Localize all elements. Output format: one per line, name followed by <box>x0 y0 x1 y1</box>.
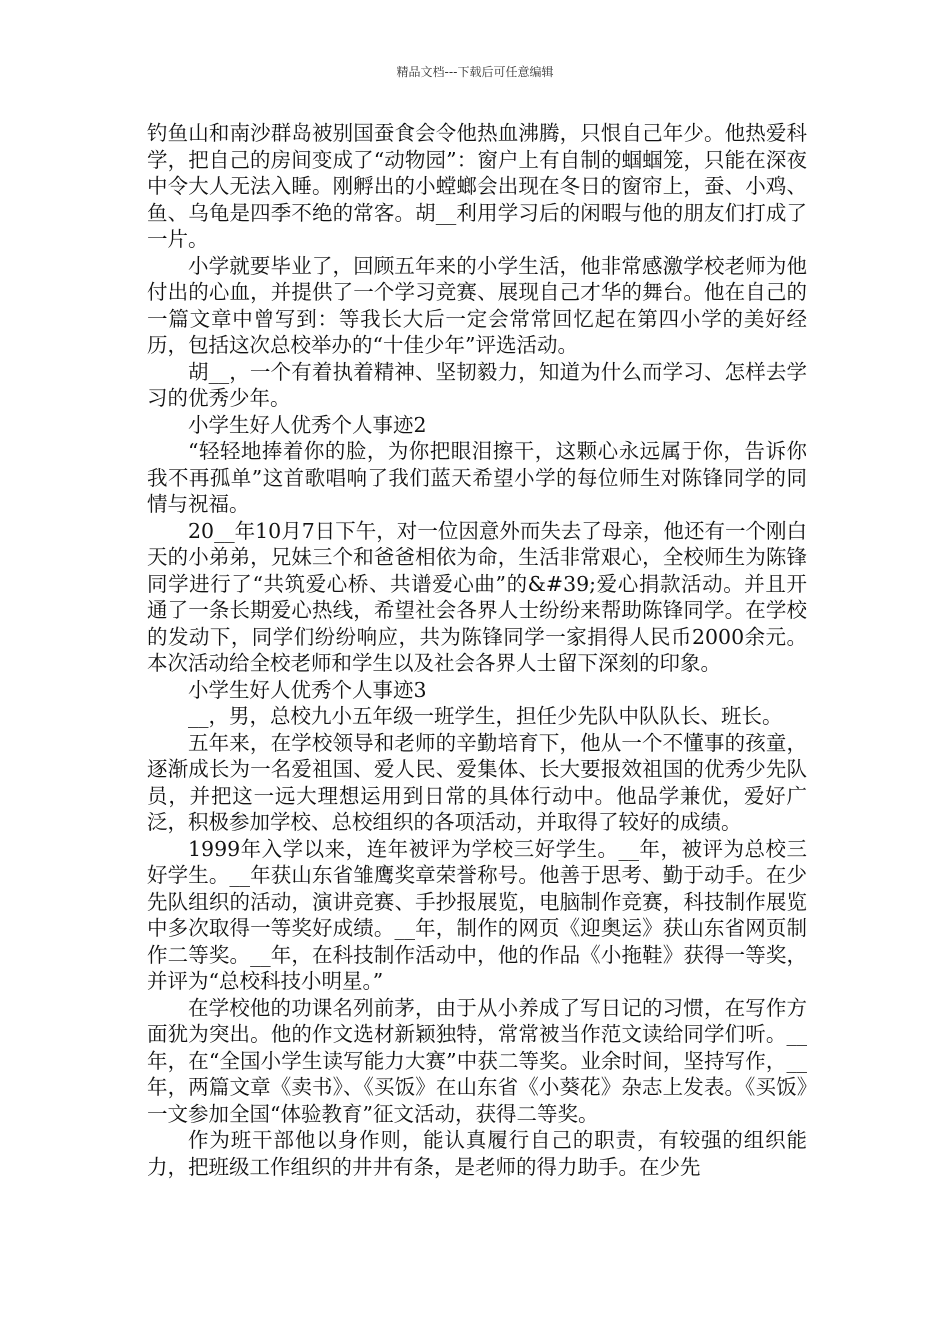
paragraph-1: 钓鱼山和南沙群岛被别国蚕食会令他热血沸腾，只恨自己年少。他热爱科学，把自己的房间变成了“动物园”：窗户上有自制的蝈蝈笼，只能在深夜中令大人无法入睡。刚孵出的小螳螂会出现在冬日的窗帘上，蚕、小鸡、鱼、乌龟是四季不绝的常客。胡__利用学习后的闲暇与他的朋友们打成了一片。 <box>147 121 807 251</box>
page-header: 精品文档---下载后可任意编辑 <box>396 65 554 79</box>
paragraph-6: __，男，总校九小五年级一班学生，担任少先队中队队长、班长。 <box>188 704 783 728</box>
paragraph-7: 五年来，在学校领导和老师的辛勤培育下，他从一个不懂事的孩童，逐渐成长为一名爱祖国、爱人民、爱集体、长大要报效祖国的优秀少先队员，并把这一远大理想运用到日常的具体行动中。他品学兼优，爱好广泛，积极参加学校、总校组织的各项活动，并取得了较好的成绩。 <box>147 730 807 834</box>
paragraph-8: 1999年入学以来，连年被评为学校三好学生。__年，被评为总校三好学生。__年获山东省雏鹰奖章荣誉称号。他善于思考、勤于动手。在少先队组织的活动，演讲竞赛、手抄报展览，电脑制作竞赛，科技制作展览中多次取得一等奖好成绩。__年，制作的网页《迎奥运》获山东省网页制作二等奖。__年，在科技制作活动中，他的作品《小拖鞋》获得一等奖，并评为“总校科技小明星。” <box>147 836 807 993</box>
paragraph-5: 20__年10月7日下午，对一位因意外而失去了母亲，他还有一个刚白天的小弟弟，兄妹三个和爸爸相依为命，生活非常艰心，全校师生为陈锋同学进行了“共筑爱心桥、共谱爱心曲”的&#39;爱心捐款活动。并且开通了一条长期爱心热线，希望社会各界人士纷纷来帮助陈锋同学。在学校的发动下，同学们纷纷响应，共为陈锋同学一家捐得人民币2000余元。本次活动给全校老师和学生以及社会各界人士留下深刻的印象。 <box>147 518 807 675</box>
paragraph-2: 小学就要毕业了，回顾五年来的小学生活，他非常感激学校老师为他付出的心血，并提供了一个学习竞赛、展现自己才华的舞台。他在自己的一篇文章中曾写到：等我长大后一定会常常回忆起在第四小学的美好经历，包括这次总校举办的“十佳少年”评选活动。 <box>147 253 807 357</box>
paragraph-9: 在学校他的功课名列前茅，由于从小养成了写日记的习惯，在写作方面犹为突出。他的作文选材新颖独特，常常被当作范文读给同学们听。__年，在“全国小学生读写能力大赛”中获二等奖。业余时间，坚持写作，__年，两篇文章《卖书》、《买饭》在山东省《小葵花》杂志上发表。《买饭》一文参加全国“体验教育”征文活动，获得二等奖。 <box>147 995 807 1126</box>
section-heading-3: 小学生好人优秀个人事迹3 <box>188 677 427 702</box>
paragraph-3: 胡__，一个有着执着精神、坚韧毅力，知道为什么而学习、怎样去学习的优秀少年。 <box>147 359 807 410</box>
document-body <box>147 120 807 1180</box>
section-heading-2: 小学生好人优秀个人事迹2 <box>188 412 427 437</box>
paragraph-10: 作为班干部他以身作则，能认真履行自己的职责，有较强的组织能力，把班级工作组织的井井有条，是老师的得力助手。在少先 <box>147 1128 807 1179</box>
paragraph-4: “轻轻地捧着你的脸，为你把眼泪擦干，这颗心永远属于你，告诉你我不再孤单”这首歌唱响了我们蓝天希望小学的每位师生对陈锋同学的同情与祝福。 <box>147 439 807 516</box>
